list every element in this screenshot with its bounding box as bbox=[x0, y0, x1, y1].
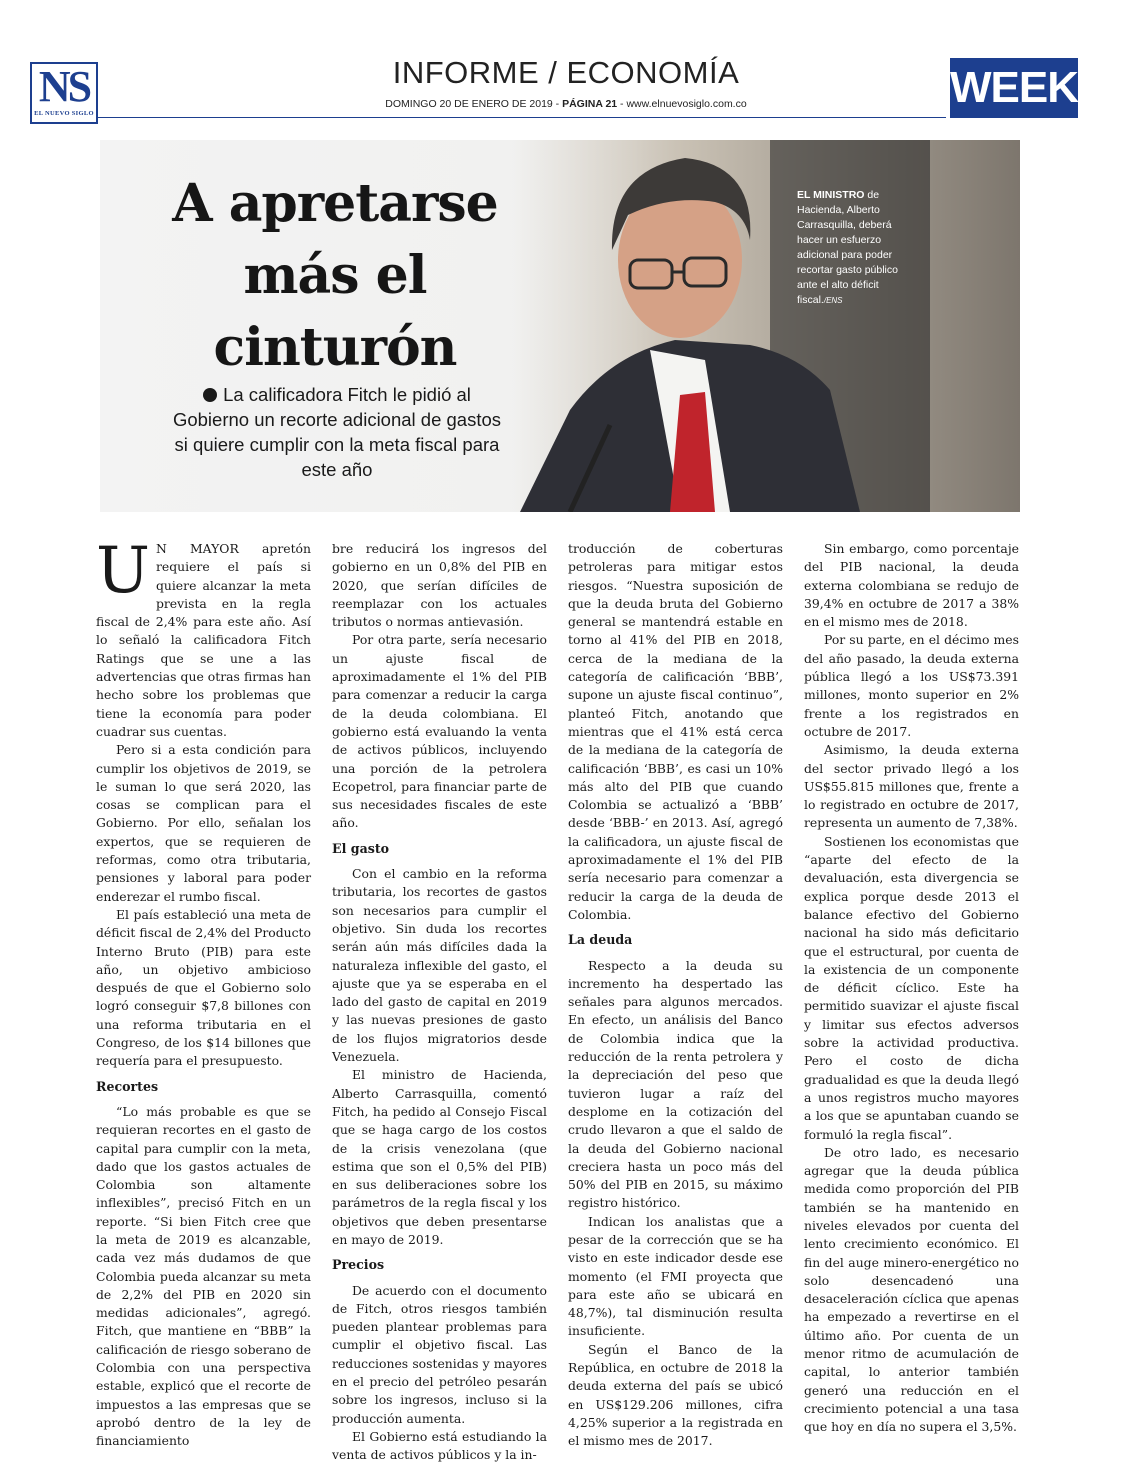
headline-line: cinturón bbox=[213, 317, 457, 378]
paragraph: De otro lado, es necesario agregar que la deuda pública medida como proporción del PIB también se ha mantenido en niveles elevados por cuenta del lento crecimiento económico. El fin del auge minero-energético no solo desencadenó una desaceleración cíclica que apenas ha empezado a revertirse en el último año. Por cuenta de un menor ritmo de acumulación de capital, lo anterior también generó una reducción en el crecimiento potencial a una tasa que hoy en día no supera el 3,5%. bbox=[804, 1144, 1019, 1435]
body-column-2 bbox=[332, 540, 547, 1465]
paragraph: Por otra parte, sería necesario un ajuste fiscal de aproximadamente el 1% del PIB para comenzar a reducir la carga de la deuda colombiana. El gobierno está evaluando la venta de activos públicos, incluyendo una porción de la petrolera Ecopetrol, para financiar parte de sus necesidades fiscales de este año. bbox=[332, 632, 547, 831]
paragraph-text: N MAYOR apretón requiere el país si quiere alcanzar la meta prevista en la regla fiscal de 2,4% para este año. Así lo señaló la calificadora Fitch Ratings que se une a las advertencias que otras firmas han hecho sobre los problemas que tiene la economía para poder cuadrar sus cuentas. bbox=[96, 541, 311, 739]
paragraph: Pero si a esta condición para cumplir los objetivos de 2019, se le suman lo que será 2020, las cosas se complican para el Gobierno. Por ello, señalan los expertos, que se requieren de reformas, como otra tributaria, pensiones y laboral para poder enderezar el rumbo fiscal. bbox=[96, 742, 311, 904]
paragraph: Por su parte, en el décimo mes del año pasado, la deuda externa pública llegó a los US$73.391 millones, monto superior en 2% frente a los registrados en octubre de 2017. bbox=[804, 632, 1019, 739]
paragraph: Sostienen los economistas que “aparte del efecto de la devaluación, esta divergencia se explica porque desde 2013 el balance efectivo del Gobierno nacional ha sido más deficitario que el estructural, por cuenta de la existencia de un componente de déficit cíclico. Este ha permitido suavizar el ajuste fiscal y limitar sus efectos adversos sobre la actividad productiva. Pero el costo de dicha gradualidad es que la deuda llegó a unos registros mucho mayores a los que se apuntaban cuando se formuló la regla fiscal”. bbox=[804, 833, 1019, 1142]
paragraph: Según el Banco de la República, en octubre de 2018 la deuda externa del país se ubicó en US$129.206 millones, cifra 4,25% superior a la registrada en el mismo mes de 2017. bbox=[568, 1341, 783, 1449]
paragraph: “Lo más probable es que se requieran recortes en el gasto de capital para cumplir con la meta, dado que los gastos actuales de Colombia son altamente inflexibles”, precisó Fitch en un reporte. “Si bien Fitch cree que la meta de 2019 es alcanzable, cada vez más dudamos de que Colombia pueda alcanzar su meta de 2,2% del PIB en 2020 sin medidas adicionales”, agregó. Fitch, que mantiene en “BBB” la calificación de riesgo soberano de Colombia con una perspectiva estable, explicó que el recorte de impuestos a las empresas que se aprobó dentro de la ley de financiamiento bbox=[96, 1103, 311, 1449]
section-title: INFORME / ECONOMÍA bbox=[392, 55, 740, 90]
paragraph: El ministro de Hacienda, Alberto Carrasquilla, comentó Fitch, ha pedido al Consejo Fiscal que se haga cargo de los costos de la crisis venezolana (que estima que son el 0,5% del PIB) en sus deliberaciones sobre los parámetros de la regla fiscal y los objetivos que deben presentarse en mayo de 2019. bbox=[332, 1067, 547, 1247]
paragraph: Asimismo, la deuda externa del sector privado llegó a los US$55.815 millones que, frente a lo registrado en octubre de 2017, representa un aumento de 7,38%. bbox=[804, 742, 1019, 831]
paragraph: Sin embargo, como porcentaje del PIB nacional, la deuda externa colombiana se redujo de 39,4% en octubre de 2017 a 38% en el mismo mes de 2018. bbox=[804, 541, 1019, 630]
bullet-icon bbox=[203, 388, 217, 402]
body-column-4 bbox=[804, 540, 1019, 1437]
logo-letters: NS bbox=[38, 62, 90, 111]
logo-name: EL NUEVO SIGLO bbox=[34, 110, 94, 117]
drop-cap: U bbox=[96, 534, 150, 608]
headline bbox=[130, 168, 540, 384]
paragraph: Con el cambio en la reforma tributaria, los recortes de gastos son necesarios para cumplir el objetivo. Sin duda los recortes serán aún más difíciles dada la naturaleza inflexible del gasto, el ajuste que ya se esperaba en el lado del gasto de capital en 2019 y las nuevas presiones de gasto de los flujos migratorios desde Venezuela. bbox=[332, 866, 547, 1065]
paragraph: De acuerdo con el documento de Fitch, otros riesgos también pueden plantear problemas para cumplir el objetivo fiscal. Las reducciones sostenidas y mayores en el precio del petróleo pesarán sobre los ingresos, incluso si la producción aumenta. bbox=[332, 1282, 547, 1426]
paragraph: Indican los analistas que a pesar de la corrección que se ha visto en este indicador desde ese momento (el FMI proyecta que para este año se ubicará en 48,7%), tal disminución resulta insuficiente. bbox=[568, 1213, 783, 1339]
paragraph: bre reducirá los ingresos del gobierno en un 0,8% del PIB en 2020, que serían difíciles de reemplazar con los actuales tributos o normas antievasión. bbox=[332, 541, 547, 630]
deck bbox=[172, 382, 502, 482]
paragraph: El país estableció una meta de déficit fiscal de 2,4% del Producto Interno Bruto (PIB) para este año, un objetivo ambicioso después de que el Gobierno solo logró conseguir $7,8 billones con una reforma tributaria en el Congreso, de los $14 billones que requería para el presupuesto. bbox=[96, 906, 311, 1069]
photo-credit: /ENS bbox=[823, 296, 843, 305]
caption-lead: EL MINISTRO bbox=[797, 189, 865, 201]
caption-text: de Hacienda, Alberto Carrasquilla, deberá hacer un esfuerzo adicional para poder recortar gasto público ante el alto déficit fiscal. bbox=[797, 189, 898, 306]
minister-photo bbox=[500, 140, 1020, 512]
page-number: PÁGINA 21 bbox=[562, 98, 618, 110]
paragraph: Respecto a la deuda su incremento ha despertado las señales para algunos mercados. En efecto, un análisis del Banco de Colombia indica que la reducción de la renta petrolera y la depreciación del peso que tuvieron lugar a raíz del desplome en la cotización del crudo llevaron a que el saldo de la deuda del Gobierno nacional creciera hasta un poco más del 50% del PIB en 2015, su máximo registro histórico. bbox=[568, 957, 783, 1211]
paragraph: troducción de coberturas petroleras para mitigar estos riesgos. “Nuestra suposición de que la deuda bruta del Gobierno general se mantendrá estable en torno al 41% del PIB en 2018, cerca de la mediana de la categoría de calificación ‘BBB’, supone un ajuste fiscal continuo”, planteó Fitch, anotando que mientras que el 41% está cerca de la mediana de la categoría de calificación ‘BBB’, es casi un 10% más alto del PIB que cuando Colombia se actualizó a ‘BBB’ desde ‘BBB-’ en 2013. Así, agregó la calificadora, un ajuste fiscal de aproximadamente el 1% del PIB sería necesario para comenzar a reducir la carga de la deuda de Colombia. bbox=[568, 541, 783, 922]
website-url: - www.elnuevosiglo.com.co bbox=[617, 98, 747, 110]
subhead-recortes: Recortes bbox=[96, 1078, 159, 1094]
issue-date: DOMINGO 20 DE ENERO DE 2019 - bbox=[385, 98, 563, 110]
body-column-1 bbox=[96, 534, 311, 1451]
subhead-gasto: El gasto bbox=[332, 840, 390, 856]
masthead-rule bbox=[98, 117, 946, 118]
deck-text: La calificadora Fitch le pidió al Gobierno un recorte adicional de gastos si quiere cumplir con la meta fiscal para este año bbox=[172, 384, 502, 480]
subhead-precios: Precios bbox=[332, 1257, 385, 1273]
body-column-3 bbox=[568, 540, 783, 1451]
paragraph: El Gobierno está estudiando la venta de activos públicos y la in- bbox=[332, 1428, 547, 1463]
headline-line: más el bbox=[243, 245, 427, 306]
headline-line: A apretarse bbox=[172, 173, 498, 234]
paragraph bbox=[96, 534, 311, 741]
week-badge: WEEK bbox=[950, 58, 1078, 118]
subhead-deuda: La deuda bbox=[568, 932, 633, 948]
photo-caption bbox=[797, 188, 907, 308]
